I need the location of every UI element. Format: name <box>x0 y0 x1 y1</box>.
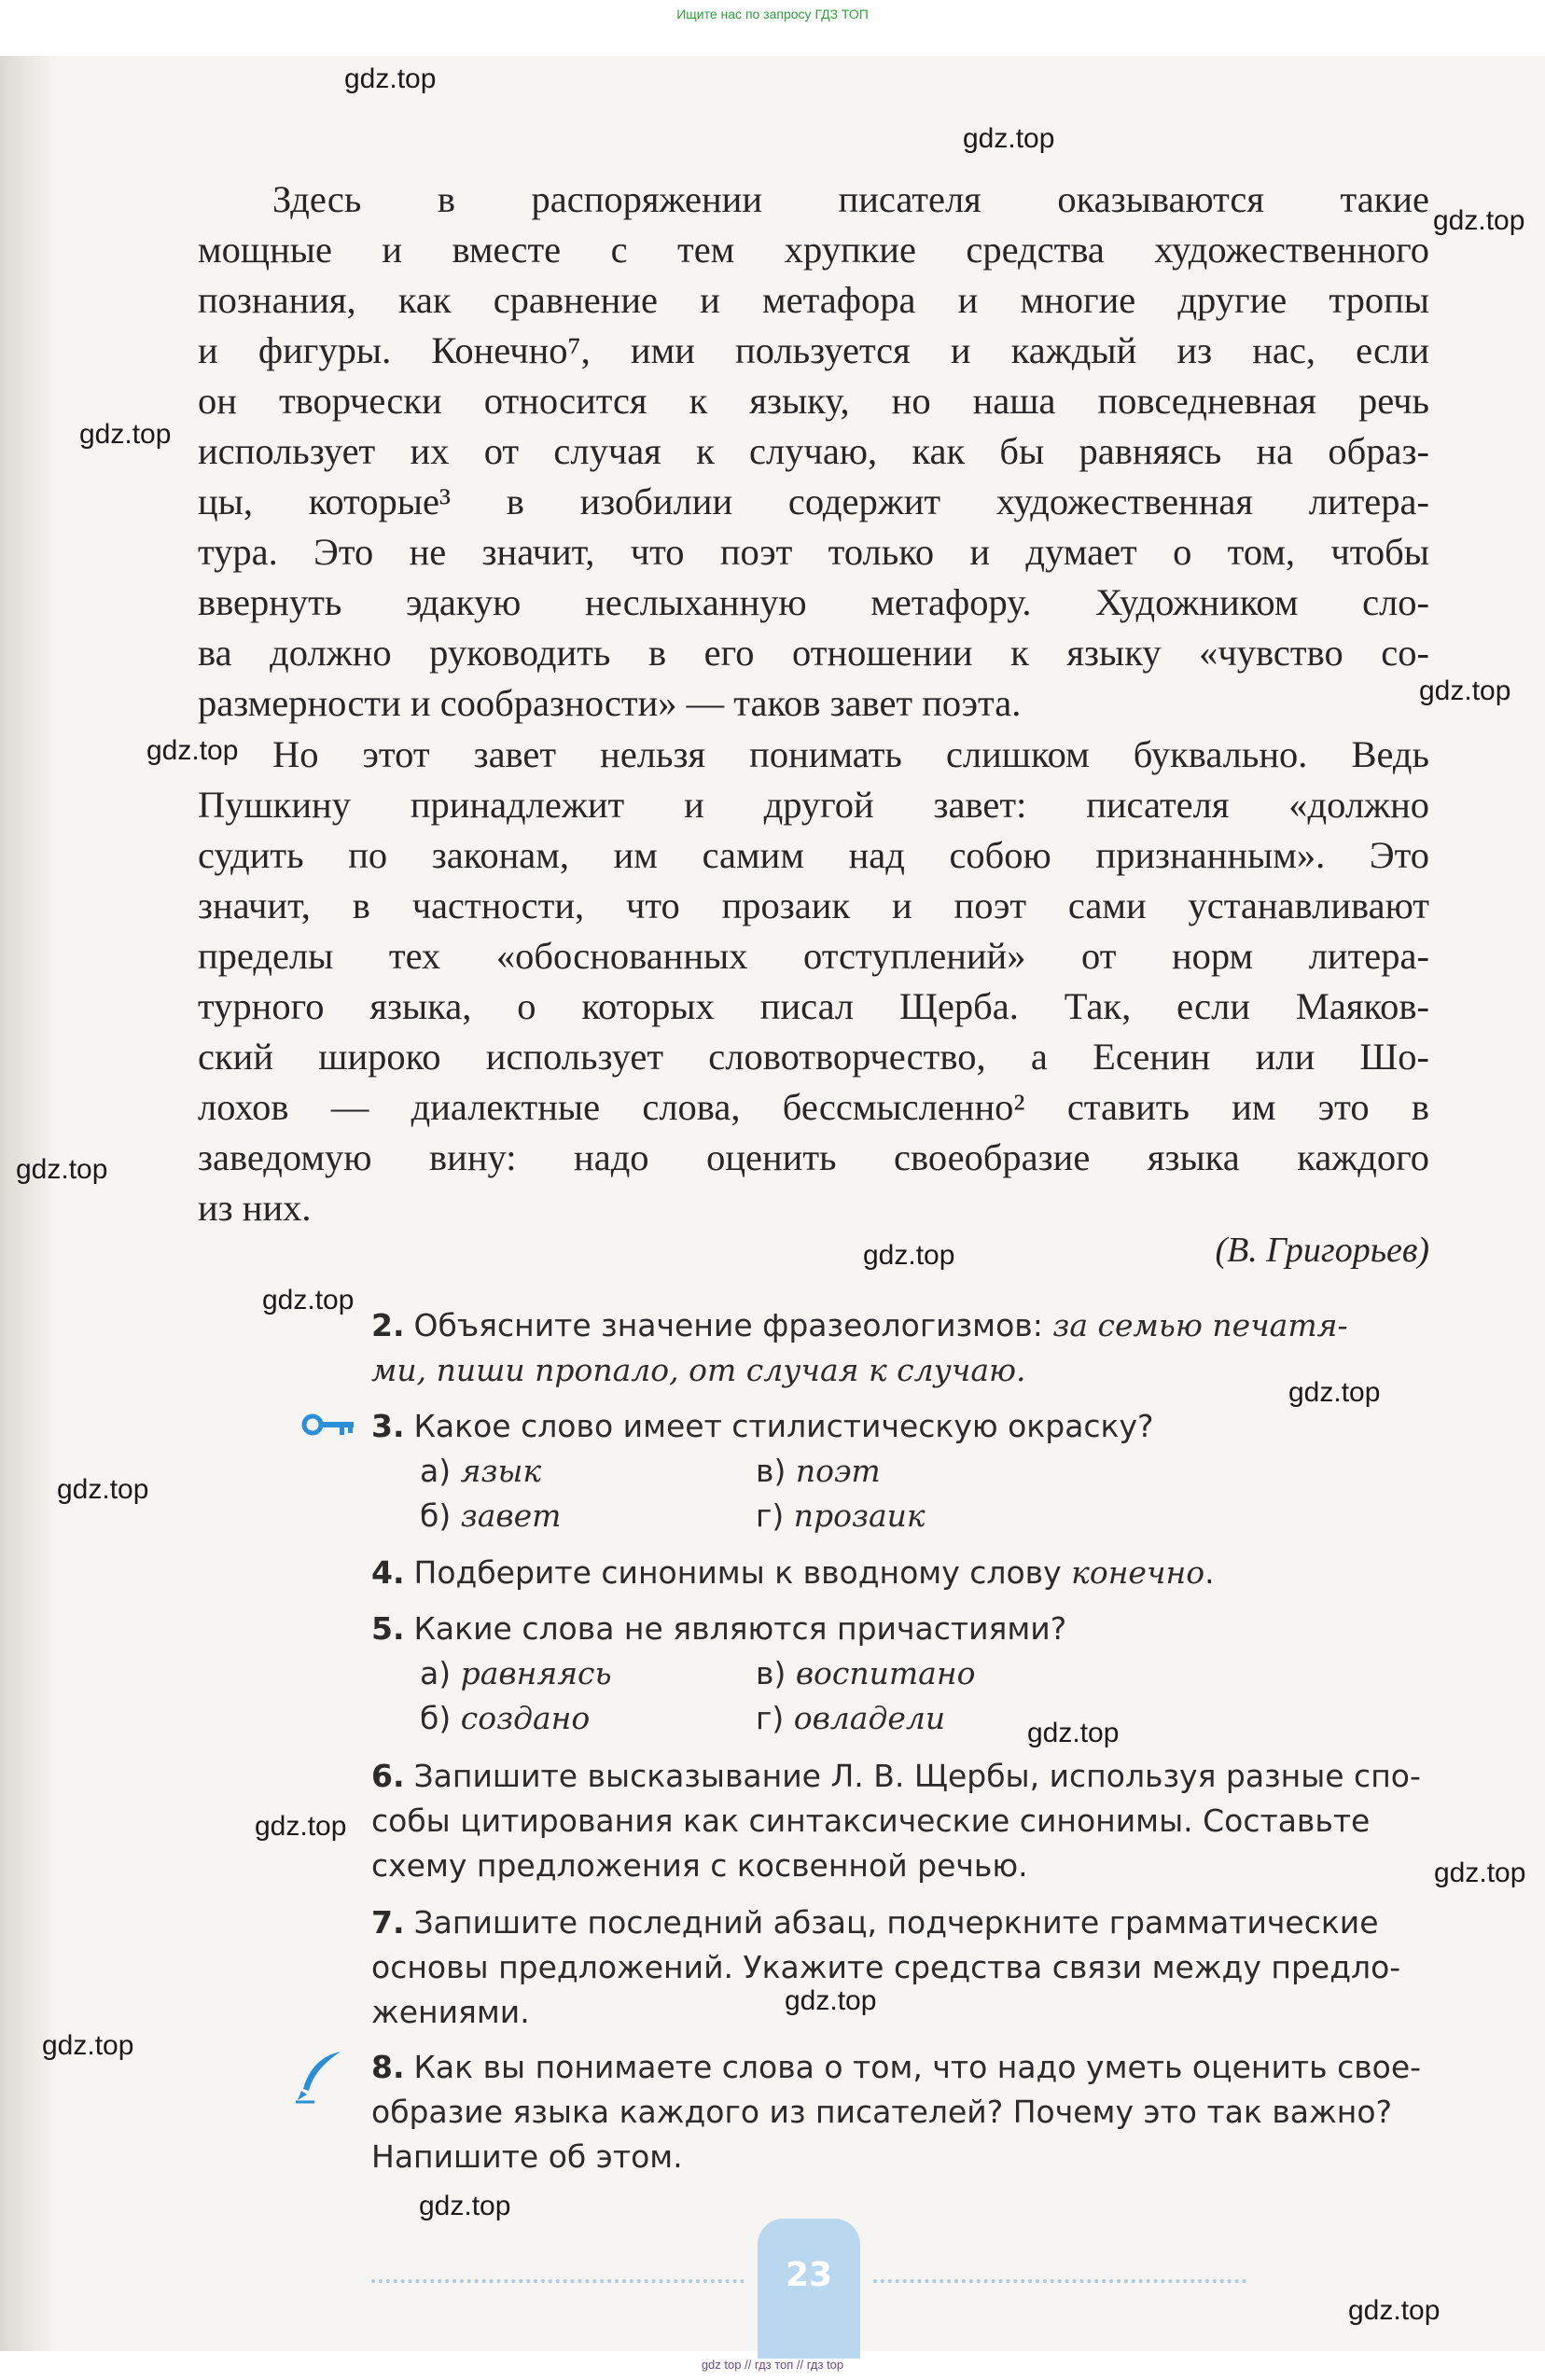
watermark: gdz.top <box>79 419 172 450</box>
text-line: цы, которые³ в изобилии содержит художественная литера- <box>198 480 1429 522</box>
option: а) язык <box>420 1453 542 1489</box>
watermark: gdz.top <box>1348 2295 1441 2326</box>
task-5 <box>371 1607 1427 1651</box>
task-8 <box>371 2045 1427 2179</box>
option: б) создано <box>420 1700 591 1736</box>
task-6 <box>371 1754 1427 1888</box>
option: г) прозаик <box>756 1497 926 1534</box>
text-line: Но этот завет нельзя понимать слишком буквально. Ведь <box>272 733 1429 775</box>
watermark: gdz.top <box>963 123 1055 154</box>
task-text: собы цитирования как синтаксические синонимы. Составьте <box>371 1802 1371 1839</box>
author-attribution: (В. Григорьев) <box>1215 1231 1429 1270</box>
task-number: 3. <box>371 1408 405 1444</box>
task-text: основы предложений. Укажите средства связи между предло- <box>371 1949 1401 1985</box>
task-text: Как вы понимаете слова о том, что надо уметь оценить свое- <box>413 2049 1422 2085</box>
task-number: 2. <box>371 1307 405 1343</box>
task-text: Объясните значение фразеологизмов: <box>413 1307 1043 1343</box>
task-number: 7. <box>371 1904 405 1941</box>
text-line: лохов — диалектные слова, бессмысленно² ставить им это в <box>198 1086 1429 1128</box>
option: б) завет <box>420 1497 562 1534</box>
task-text: Напишите об этом. <box>371 2138 683 2175</box>
task-text: Подберите синонимы к вводному слову <box>413 1554 1062 1591</box>
footer-links: gdz top // гдз топ // гдз top <box>701 2358 844 2372</box>
task-phrase: ми, пиши пропало, от случая к случаю. <box>371 1352 1026 1388</box>
watermark: gdz.top <box>1419 675 1511 706</box>
task-text: Запишите последний абзац, подчеркните грамматические <box>413 1904 1379 1941</box>
text-line: мощные и вместе с тем хрупкие средства художественного <box>198 229 1429 271</box>
watermark: gdz.top <box>57 1474 149 1505</box>
option: в) поэт <box>756 1453 881 1489</box>
text-line: заведомую вину: надо оценить своеобразие языка каждого <box>198 1136 1429 1178</box>
text-line: он творчески относится к языку, но наша повседневная речь <box>198 380 1429 422</box>
watermark: gdz.top <box>1288 1377 1381 1408</box>
text-line: судить по законам, им самим над собою признанным». Это <box>198 834 1429 876</box>
watermark: gdz.top <box>146 735 239 766</box>
task-number: 8. <box>371 2049 405 2085</box>
text-line: тура. Это не значит, что поэт только и думает о том, чтобы <box>198 531 1429 573</box>
option: в) воспитано <box>756 1655 976 1691</box>
text-line: использует их от случая к случаю, как бы равняясь на образ- <box>198 430 1429 472</box>
task-number: 6. <box>371 1758 405 1794</box>
text-line: из них. <box>198 1187 312 1229</box>
key-icon <box>300 1412 356 1438</box>
watermark: gdz.top <box>16 1154 108 1185</box>
search-hint: Ищите нас по запросу ГДЗ ТОП <box>676 7 869 21</box>
task-2 <box>371 1303 1427 1393</box>
watermark: gdz.top <box>262 1285 355 1315</box>
text-line: ввернуть эдакую неслыханную метафору. Художником сло- <box>198 581 1429 623</box>
watermark: gdz.top <box>255 1811 347 1842</box>
text-line: турного языка, о которых писал Щерба. Так, если Маяков- <box>198 985 1429 1027</box>
task-word: конечно <box>1071 1554 1205 1591</box>
option: г) овладели <box>756 1700 946 1736</box>
task-text: образие языка каждого из писателей? Почему это так важно? <box>371 2094 1393 2130</box>
text-line: познания, как сравнение и метафора и многие другие тропы <box>198 279 1429 321</box>
page-number: 23 <box>785 2256 833 2294</box>
text-line: размерности и сообразности» — таков завет поэта. <box>198 682 1022 724</box>
footer-dots-right <box>873 2279 1246 2283</box>
paragraph-1 <box>198 174 1429 729</box>
task-4 <box>371 1551 1427 1595</box>
task-text: Какие слова не являются причастиями? <box>413 1610 1067 1647</box>
task-text: жениями. <box>371 1994 530 2030</box>
task-text: Какое слово имеет стилистическую окраску? <box>413 1408 1154 1444</box>
text-line: ский широко использует словотворчество, а Есенин или Шо- <box>198 1036 1429 1078</box>
watermark: gdz.top <box>42 2030 134 2061</box>
watermark: gdz.top <box>344 63 437 94</box>
text-line: Пушкину принадлежит и другой завет: писателя «должно <box>198 784 1429 826</box>
watermark: gdz.top <box>1434 1858 1526 1888</box>
footer-dots-left <box>371 2279 745 2283</box>
text-line: и фигуры. Конечно⁷, ими пользуется и каждый из нас, если <box>198 329 1429 371</box>
watermark: gdz.top <box>1027 1718 1120 1748</box>
text-line: Здесь в распоряжении писателя оказываются такие <box>272 178 1429 220</box>
task-7 <box>371 1900 1427 2035</box>
task-phrase: за семью печатя- <box>1052 1307 1348 1343</box>
task-number: 5. <box>371 1610 405 1647</box>
text-line: значит, в частности, что прозаик и поэт сами устанавливают <box>198 884 1429 926</box>
option: а) равняясь <box>420 1655 612 1691</box>
watermark: gdz.top <box>1433 205 1525 236</box>
task-end: . <box>1204 1554 1215 1591</box>
watermark: gdz.top <box>785 1985 877 2016</box>
pen-icon <box>294 2048 346 2104</box>
watermark: gdz.top <box>863 1240 955 1271</box>
text-line: ва должно руководить в его отношении к языку «чувство со- <box>198 632 1429 674</box>
paragraph-2 <box>198 730 1429 1233</box>
task-3 <box>371 1404 1427 1449</box>
watermark: gdz.top <box>419 2191 511 2221</box>
text-line: пределы тех «обоснованных отступлений» от норм литера- <box>198 935 1429 977</box>
task-text: Запишите высказывание Л. В. Щербы, используя разные спо- <box>413 1758 1421 1794</box>
task-text: схему предложения с косвенной речью. <box>371 1847 1028 1884</box>
page-shadow <box>0 56 56 2351</box>
task-number: 4. <box>371 1554 405 1591</box>
